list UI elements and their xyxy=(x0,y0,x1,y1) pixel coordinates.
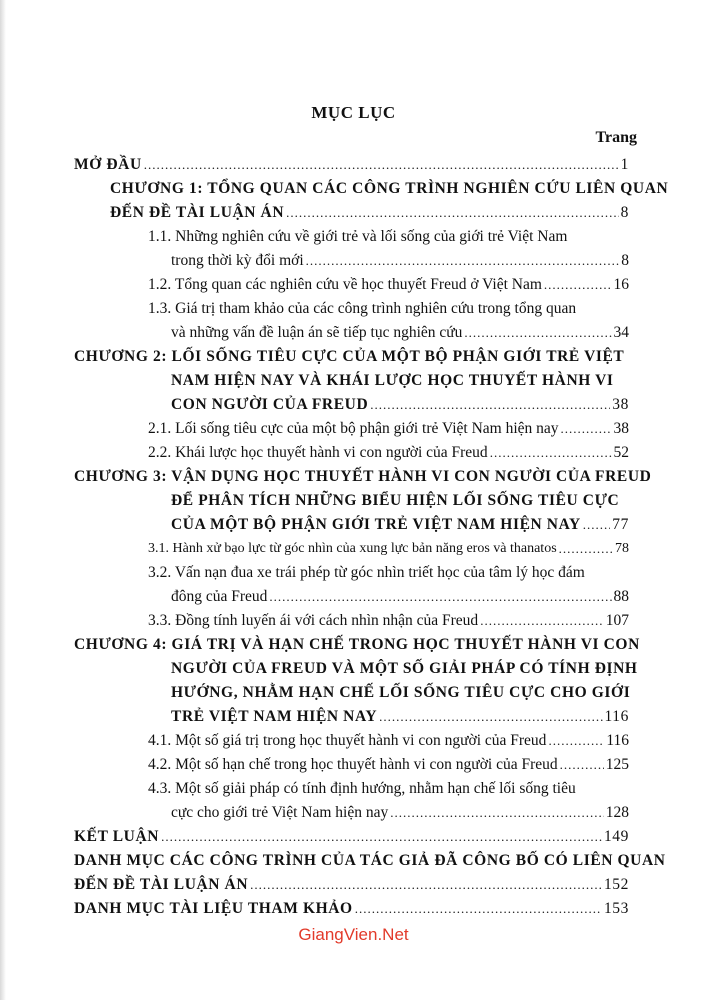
toc-entry-text: cực cho giới trẻ Việt Nam hiện nay xyxy=(171,804,389,821)
leader-dots xyxy=(379,705,602,729)
toc-section-3-3 xyxy=(148,609,629,633)
toc-entry-text: ĐẾN ĐỀ TÀI LUẬN ÁN xyxy=(74,876,249,893)
toc-entry-page: 153 xyxy=(603,900,629,917)
toc-entry-mo-dau xyxy=(74,153,629,177)
toc-section-1-1-line-1 xyxy=(148,225,567,249)
toc-publications-line-2 xyxy=(74,873,629,897)
toc-entry-page: 8 xyxy=(620,204,629,221)
toc-section-2-1 xyxy=(148,417,629,441)
leader-dots xyxy=(250,873,602,897)
toc-entry-page: 88 xyxy=(613,588,629,605)
toc-entry-text: 1.2. Tổng quan các nghiên cứu về học thuyết Freud ở Việt Nam xyxy=(148,276,542,293)
toc-entry-text: NGƯỜI CỦA FREUD VÀ MỘT SỐ GIẢI PHÁP CÓ TÍNH ĐỊNH xyxy=(171,660,638,677)
toc-entry-ket-luan xyxy=(74,825,629,849)
toc-section-4-1 xyxy=(148,729,629,753)
toc-entry-page: 77 xyxy=(612,516,629,533)
toc-entry-page: 107 xyxy=(605,612,629,629)
toc-entry-page: 125 xyxy=(605,756,629,773)
leader-dots xyxy=(548,729,604,753)
toc-section-3-2-line-1 xyxy=(148,561,585,585)
toc-section-1-1-line-2 xyxy=(171,249,629,273)
toc-section-3-1 xyxy=(148,537,629,561)
toc-entry-text: CHƯƠNG 3: VẬN DỤNG HỌC THUYẾT HÀNH VI CON NGƯỜI CỦA FREUD xyxy=(74,468,652,485)
toc-chapter-3-line-1 xyxy=(74,465,651,489)
leader-dots xyxy=(490,441,612,465)
toc-entry-text: KẾT LUẬN xyxy=(74,828,160,845)
toc-entry-text: 3.2. Vấn nạn đua xe trái phép từ góc nhìn triết học của tâm lý học đám xyxy=(148,564,585,581)
toc-chapter-4-line-4 xyxy=(171,705,629,729)
toc-entry-text: 3.3. Đồng tính luyến ái với cách nhìn nhận của Freud xyxy=(148,612,479,629)
toc-entry-page: 52 xyxy=(613,444,629,461)
toc-entry-text: trong thời kỳ đổi mới xyxy=(171,252,304,269)
leader-dots xyxy=(144,153,619,177)
leader-dots xyxy=(370,393,610,417)
toc-chapter-3-line-2 xyxy=(171,489,619,513)
leader-dots xyxy=(559,537,613,561)
toc-entry-page: 116 xyxy=(606,732,629,749)
toc-entry-text: CON NGƯỜI CỦA FREUD xyxy=(171,396,369,413)
toc-entry-page: 1 xyxy=(620,156,629,173)
toc-entry-text: 3.1. Hành xử bạo lực từ góc nhìn của xung lực bản năng eros và thanatos xyxy=(148,541,557,556)
leader-dots xyxy=(480,609,604,633)
toc-entry-text: CHƯƠNG 1: TỔNG QUAN CÁC CÔNG TRÌNH NGHIÊN CỨU LIÊN QUAN xyxy=(110,180,669,197)
toc-chapter-2-line-3 xyxy=(171,393,629,417)
toc-entry-page: 34 xyxy=(613,324,629,341)
toc-entry-text: 1.3. Giá trị tham khảo của các công trình nghiên cứu trong tổng quan xyxy=(148,300,577,317)
toc-entry-page: 16 xyxy=(613,276,629,293)
toc-entry-text: MỞ ĐẦU xyxy=(74,156,142,173)
toc-entry-page: 8 xyxy=(621,252,629,269)
leader-dots xyxy=(544,273,612,297)
toc-chapter-1-line-1 xyxy=(110,177,668,201)
leader-dots xyxy=(306,249,620,273)
toc-chapter-2-line-1 xyxy=(74,345,624,369)
leader-dots xyxy=(390,801,604,825)
toc-entry-text: HƯỚNG, NHẰM HẠN CHẾ LỐI SỐNG TIÊU CỰC CHO GIỚI xyxy=(171,684,631,701)
toc-entry-page: 38 xyxy=(612,396,629,413)
toc-entry-text: ĐẾN ĐỀ TÀI LUẬN ÁN xyxy=(110,204,285,221)
toc-publications-line-1 xyxy=(74,849,666,873)
toc-section-4-3-line-2 xyxy=(171,801,629,825)
toc-chapter-4-line-1 xyxy=(74,633,640,657)
page-edge-shadow xyxy=(0,0,6,1000)
toc-entry-text: TRẺ VIỆT NAM HIỆN NAY xyxy=(171,708,378,725)
toc-entry-text: CỦA MỘT BỘ PHẬN GIỚI TRẺ VIỆT NAM HIỆN NAY xyxy=(171,516,581,533)
leader-dots xyxy=(464,321,611,345)
toc-entry-text: DANH MỤC TÀI LIỆU THAM KHẢO xyxy=(74,900,353,917)
toc-entry-text: 1.1. Những nghiên cứu về giới trẻ và lối sống của giới trẻ Việt Nam xyxy=(148,228,568,245)
toc-chapter-4-line-3 xyxy=(171,681,630,705)
toc-entry-text: đông của Freud xyxy=(171,588,268,605)
toc-entry-text: 2.2. Khái lược học thuyết hành vi con người của Freud xyxy=(148,444,488,461)
leader-dots xyxy=(286,201,618,225)
watermark-text: GiangVien.Net xyxy=(298,925,409,944)
toc-chapter-1-line-2 xyxy=(110,201,629,225)
toc-entry-page: 116 xyxy=(604,708,629,725)
toc-section-3-2-line-2 xyxy=(171,585,629,609)
leader-dots xyxy=(583,513,611,537)
toc-entry-text: CHƯƠNG 4: GIÁ TRỊ VÀ HẠN CHẾ TRONG HỌC THUYẾT HÀNH VI CON xyxy=(74,636,640,653)
toc-chapter-2-line-2 xyxy=(171,369,614,393)
toc-entry-text: 4.2. Một số hạn chế trong học thuyết hành vi con người của Freud xyxy=(148,756,558,773)
toc-entry-page: 38 xyxy=(613,420,629,437)
leader-dots xyxy=(355,897,602,921)
toc-entry-text: 4.3. Một số giải pháp có tính định hướng, nhằm hạn chế lối sống tiêu xyxy=(148,780,576,797)
toc-chapter-4-line-2 xyxy=(171,657,638,681)
toc-entry-page: 149 xyxy=(603,828,629,845)
toc-section-4-3-line-1 xyxy=(148,777,576,801)
toc-section-4-2 xyxy=(148,753,629,777)
toc-chapter-3-line-3 xyxy=(171,513,629,537)
toc-entry-text: NAM HIỆN NAY VÀ KHÁI LƯỢC HỌC THUYẾT HÀNH VI xyxy=(171,372,614,389)
toc-entry-text: và những vấn đề luận án sẽ tiếp tục nghiên cứu xyxy=(171,324,463,341)
toc-entry-page: 78 xyxy=(615,541,629,556)
page-column-header: Trang xyxy=(595,129,637,146)
toc-title: MỤC LỤC xyxy=(311,103,396,122)
toc-entry-text: 2.1. Lối sống tiêu cực của một bộ phận giới trẻ Việt Nam hiện nay xyxy=(148,420,559,437)
leader-dots xyxy=(269,585,611,609)
toc-entry-page: 128 xyxy=(605,804,629,821)
toc-references xyxy=(74,897,629,921)
leader-dots xyxy=(161,825,602,849)
toc-entry-text: CHƯƠNG 2: LỐI SỐNG TIÊU CỰC CỦA MỘT BỘ PHẬN GIỚI TRẺ VIỆT xyxy=(74,348,625,365)
toc-entry-text: DANH MỤC CÁC CÔNG TRÌNH CỦA TÁC GIẢ ĐÃ CÔNG BỐ CÓ LIÊN QUAN xyxy=(74,852,666,869)
toc-entry-text: ĐỂ PHÂN TÍCH NHỮNG BIỂU HIỆN LỐI SỐNG TIÊU CỰC xyxy=(171,492,620,509)
toc-entry-page: 152 xyxy=(603,876,629,893)
toc-section-1-3-line-2 xyxy=(171,321,629,345)
toc-section-1-3-line-1 xyxy=(148,297,576,321)
toc-section-2-2 xyxy=(148,441,629,465)
toc-section-1-2 xyxy=(148,273,629,297)
leader-dots xyxy=(560,753,604,777)
leader-dots xyxy=(561,417,612,441)
toc-entry-text: 4.1. Một số giá trị trong học thuyết hành vi con người của Freud xyxy=(148,732,547,749)
